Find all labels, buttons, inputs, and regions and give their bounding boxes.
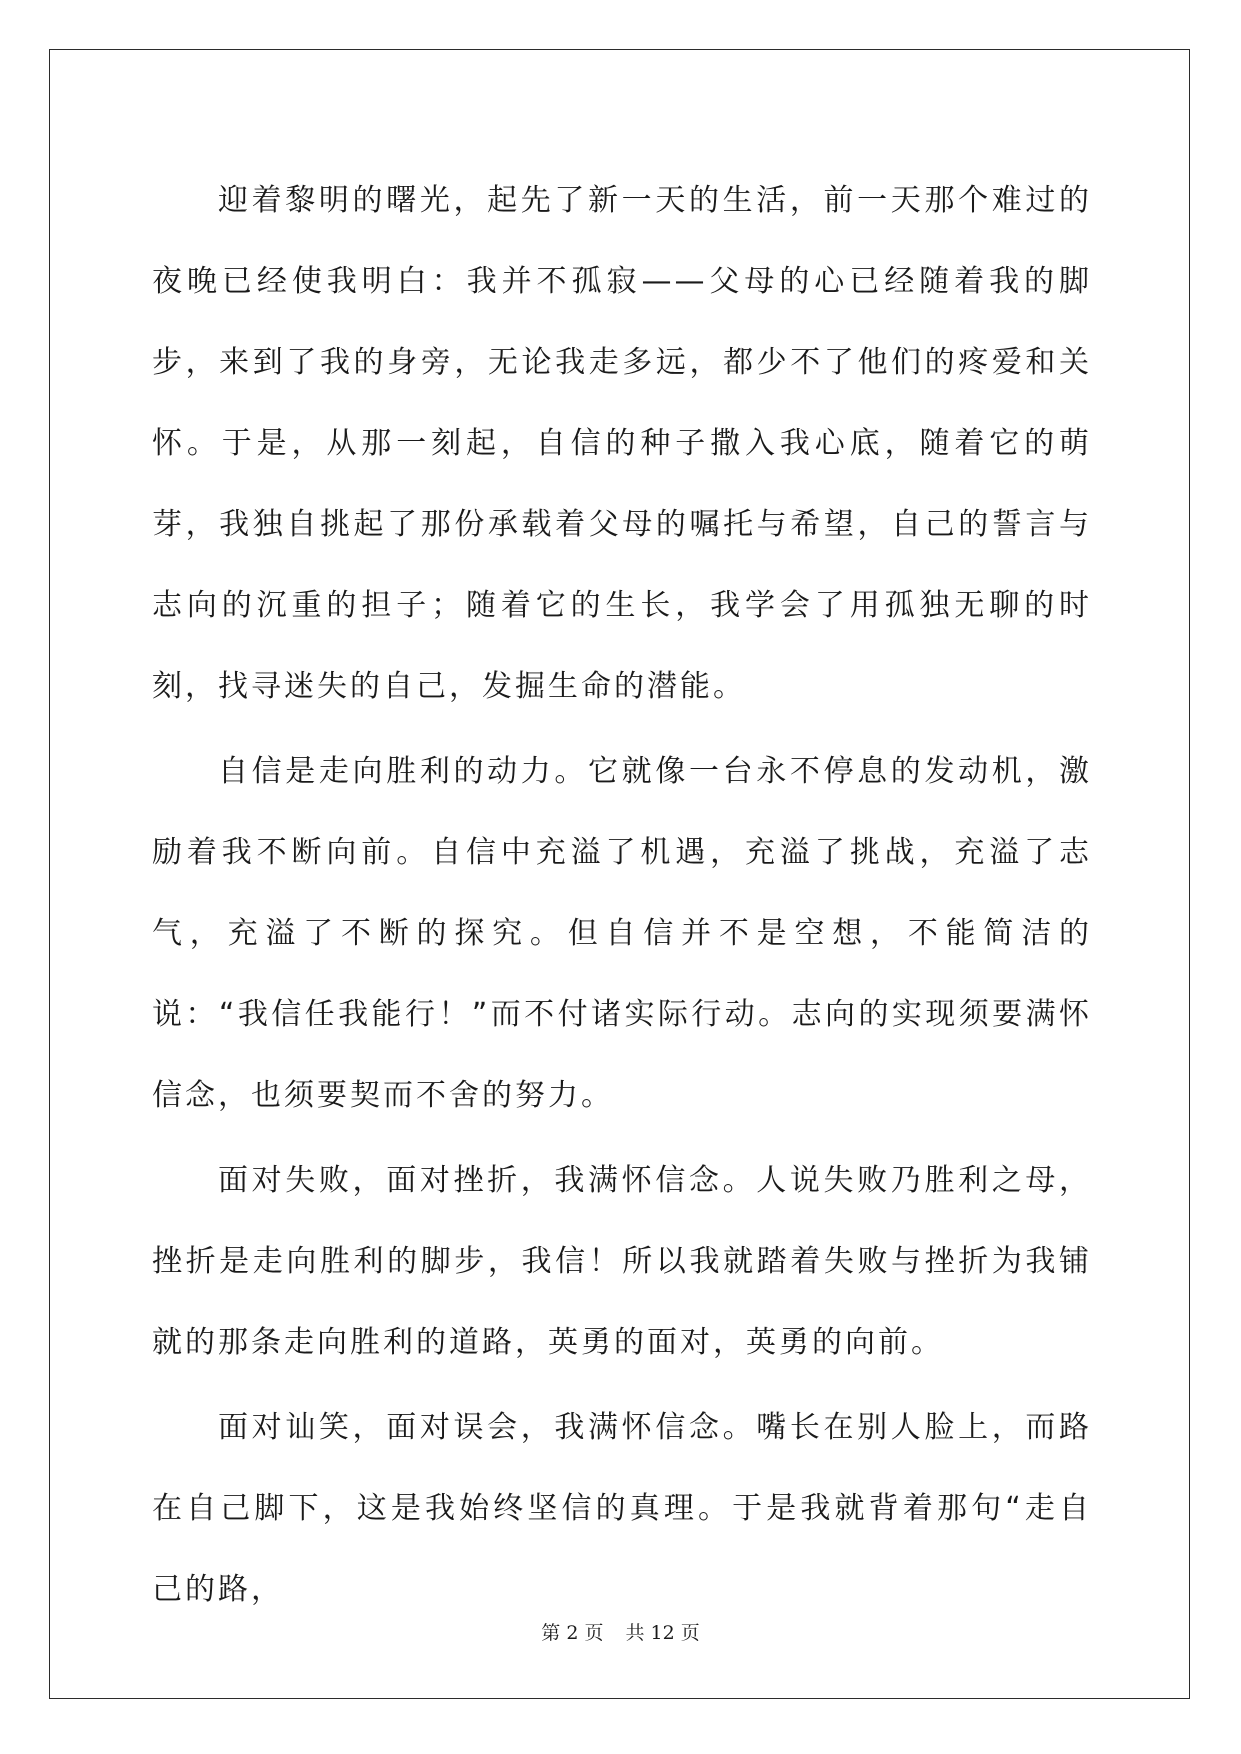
paragraph-4: 面对讪笑，面对误会，我满怀信念。嘴长在别人脸上，而路在自己脚下，这是我始终坚信的真理。于是我就背着那句“走自己的路， — [152, 1410, 1092, 1607]
document-body — [152, 160, 1092, 1634]
page-footer — [0, 1618, 1241, 1645]
paragraph-3: 面对失败，面对挫折，我满怀信念。人说失败乃胜利之母，挫折是走向胜利的脚步，我信！所以我就踏着失败与挫折为我铺就的那条走向胜利的道路，英勇的面对，英勇的向前。 — [152, 1163, 1092, 1360]
page-number: 第 2 页 — [541, 1622, 604, 1644]
paragraph-2: 自信是走向胜利的动力。它就像一台永不停息的发动机，激励着我不断向前。自信中充溢了机遇，充溢了挑战，充溢了志气，充溢了不断的探究。但自信并不是空想，不能简洁的说：“我信任我能行！”而不付诸实际行动。志向的实现须要满怀信念，也须要契而不舍的努力。 — [152, 754, 1092, 1113]
page-total: 共 12 页 — [625, 1622, 700, 1644]
paragraph-1: 迎着黎明的曙光，起先了新一天的生活，前一天那个难过的夜晚已经使我明白：我并不孤寂——父母的心已经随着我的脚步，来到了我的身旁，无论我走多远，都少不了他们的疼爱和关怀。于是，从那一刻起，自信的种子撒入我心底，随着它的萌芽，我独自挑起了那份承载着父母的嘱托与希望，自己的誓言与志向的沉重的担子；随着它的生长，我学会了用孤独无聊的时刻，找寻迷失的自己，发掘生命的潜能。 — [152, 183, 1092, 704]
